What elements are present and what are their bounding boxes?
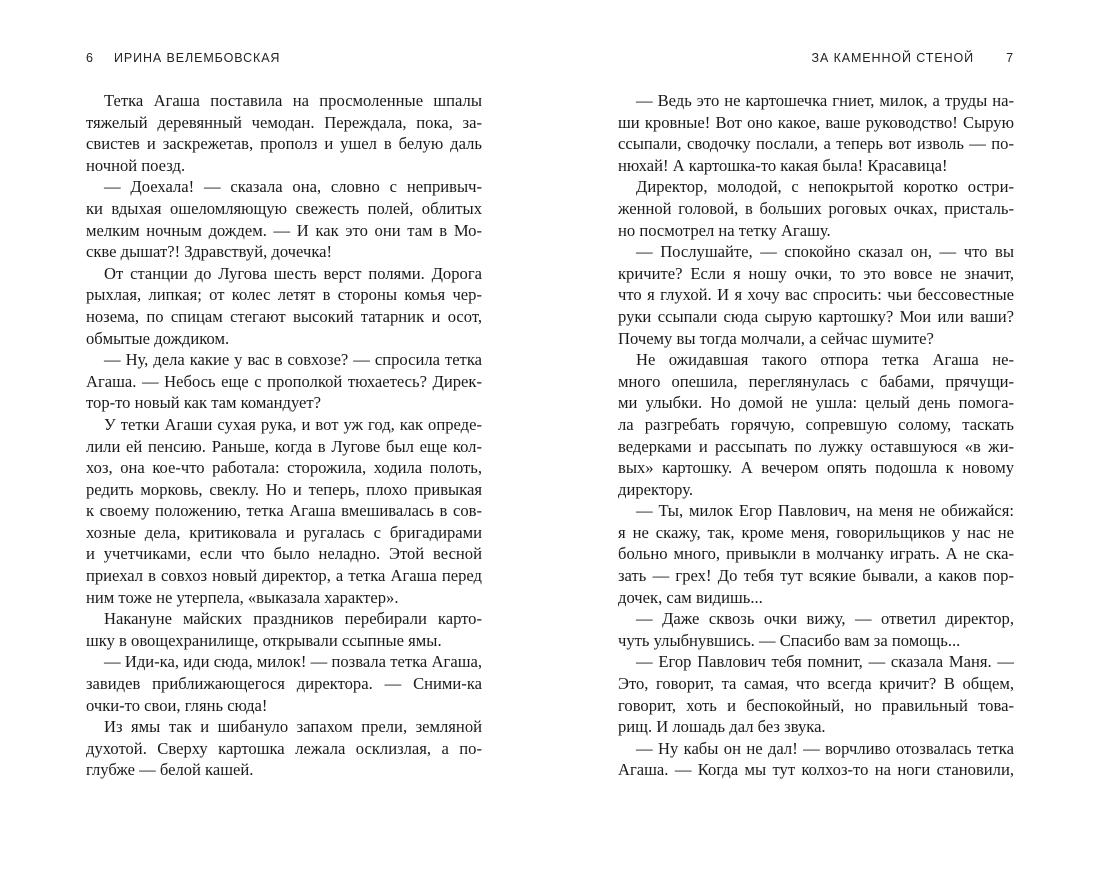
- text-line: Накануне майских праздников перебирали карто-: [104, 609, 482, 629]
- text-line: лили ей пенсию. Раньше, когда в Лугове был еще кол-: [86, 436, 482, 456]
- text-line: ночной поезд.: [86, 155, 186, 175]
- text-line: ссыпали, сводочку послали, а теперь вот изволь — по-: [618, 134, 1014, 154]
- text-line: свистев и заскрежетав, прополз и ушел в белую даль: [86, 134, 482, 154]
- text-line: — Ведь это не картошечка гниет, милок, а труды на-: [636, 91, 1014, 110]
- page-number-right: 7: [1006, 51, 1014, 65]
- text-line: — Доехала! — сказала она, словно с непривыч-: [104, 177, 482, 197]
- text-line: Директор, молодой, с непокрытой коротко остри-: [636, 177, 1014, 197]
- text-line: духотой. Сверху картошка лежала осклизлая, а по-: [86, 738, 482, 758]
- text-line: — Иди-ка, иди сюда, милок! — позвала тетка Агаша,: [104, 652, 482, 672]
- text-line: хозные дела, критиковала и ругалась с бригадирами: [86, 522, 482, 542]
- text-line: Из ямы так и шибануло запахом прели, земляной: [104, 717, 482, 737]
- text-line: Агаша. — Когда мы тут колхоз-то на ноги становили,: [618, 760, 1014, 780]
- text-line: зать — грех! До тебя тут всякие бывали, а каков пор-: [618, 566, 1014, 586]
- text-line: Почему вы тогда молчали, а сейчас шумите?: [618, 328, 934, 348]
- text-line: но посмотрел на тетку Агашу.: [618, 220, 831, 240]
- text-line: шку в овощехранилище, открывали ссыпные ямы.: [86, 630, 442, 650]
- text-line: — Послушайте, — спокойно сказал он, — что вы: [636, 242, 1014, 262]
- text-line: — Ты, милок Егор Павлович, на меня не обижайся:: [636, 501, 1014, 521]
- text-line: От станции до Лугова шесть верст полями. Дорога: [104, 263, 482, 283]
- text-line: ним тоже не утерпела, «выказала характер».: [86, 587, 399, 607]
- text-line: У тетки Агаши сухая рука, и вот уж год, как опреде-: [104, 414, 482, 434]
- right-page-text: [618, 90, 1014, 781]
- text-line: чуть улыбнувшись. — Спасибо вам за помощь...: [618, 630, 961, 650]
- text-line: очки-то свои, глянь сюда!: [86, 695, 268, 715]
- text-line: что я глухой. И я хочу вас спросить: чьи бессовестные: [618, 285, 1014, 305]
- text-line: тор-то новый как там командует?: [86, 393, 322, 413]
- text-line: ми улыбки. Но домой не ушла: целый день помога-: [618, 393, 1014, 413]
- text-line: хоз, она кое-что работала: сторожила, ходила полоть,: [86, 458, 482, 478]
- text-line: дочек, сам видишь...: [618, 587, 763, 607]
- text-line: много опешила, переглянулась с бабами, прячущи-: [618, 371, 1014, 391]
- text-line: я не скажу, так, кроме меня, говорильщиков у нас не: [618, 522, 1014, 542]
- text-line: тяжелый деревянный чемодан. Переждала, пока, за-: [86, 112, 482, 132]
- text-line: приехал в совхоз новый директор, а тетка Агаша перед: [86, 566, 482, 586]
- text-line: рыхлая, липкая; от колес летят в стороны комья чер-: [86, 285, 482, 305]
- text-line: ведерками и рассыпать по лужку оставшуюся «в жи-: [618, 436, 1014, 456]
- right-page: [618, 0, 1014, 880]
- text-line: редить морковь, свеклу. Но и теперь, плохо привыкая: [86, 479, 482, 499]
- left-page-text: [86, 90, 482, 781]
- text-line: Не ожидавшая такого отпора тетка Агаша не-: [636, 350, 1014, 370]
- text-line: мелким ночным дождем. — И как это они там в Мо-: [86, 220, 482, 240]
- text-line: ки вдыхая ошеломляющую свежесть полей, облитых: [86, 198, 482, 218]
- right-running-head: [618, 49, 1014, 67]
- text-line: говорит, хоть и беспокойный, но правильный това-: [618, 695, 1014, 715]
- text-line: рищ. И лошадь дал без звука.: [618, 717, 826, 737]
- text-line: скве дышат?! Здравствуй, дочечка!: [86, 242, 333, 262]
- text-line: ла разгребать горячую, сопревшую солому, таскать: [618, 414, 1014, 434]
- text-line: Агаша. — Небось еще с прополкой тюхаетесь? Дирек-: [86, 371, 482, 391]
- text-line: — Егор Павлович тебя помнит, — сказала Маня. —: [636, 652, 1014, 672]
- text-line: — Ну, дела какие у вас в совхозе? — спросила тетка: [104, 350, 482, 370]
- left-running-head: [86, 49, 482, 67]
- text-line: директору.: [618, 479, 694, 499]
- text-line: Тетка Агаша поставила на просмоленные шпалы: [104, 91, 482, 110]
- text-line: — Даже сквозь очки вижу, — ответил директор,: [636, 609, 1014, 629]
- text-line: к своему положению, тетка Агаша вмешивалась в сов-: [86, 501, 482, 521]
- text-line: — Ну кабы он не дал! — ворчливо отозвалась тетка: [636, 738, 1014, 758]
- text-line: кричите? Если я ношу очки, то это вовсе не значит,: [618, 263, 1014, 283]
- text-line: нозема, по спицам стегают высокий татарник и осот,: [86, 306, 482, 326]
- text-line: завидев приближающегося директора. — Сними-ка: [86, 674, 482, 694]
- author-name-header: ИРИНА ВЕЛЕМБОВСКАЯ: [114, 51, 281, 65]
- left-page: [86, 0, 482, 880]
- text-line: женной головой, в больших роговых очках, присталь-: [618, 198, 1014, 218]
- text-line: вых» картошку. А вечером опять подошла к новому: [618, 458, 1014, 478]
- story-title-header: ЗА КАМЕННОЙ СТЕНОЙ: [811, 51, 974, 65]
- text-line: и учетчиками, если что было неладно. Этой весной: [86, 544, 482, 564]
- page-number-left: 6: [86, 51, 94, 65]
- text-line: нюхай! А картошка-то какая была! Красавица!: [618, 155, 948, 175]
- text-line: глубже — белой кашей.: [86, 760, 254, 780]
- text-line: Это, говорит, та самая, что всегда кричит? В общем,: [618, 674, 1014, 694]
- text-line: обмытые дождиком.: [86, 328, 230, 348]
- text-line: больно много, привыкли в молчанку играть. А не ска-: [618, 544, 1014, 564]
- text-line: руки ссыпали сюда сырую картошку? Мои или ваши?: [618, 306, 1014, 326]
- text-line: ши кровные! Вот оно какое, ваше руководство! Сырую: [618, 112, 1014, 132]
